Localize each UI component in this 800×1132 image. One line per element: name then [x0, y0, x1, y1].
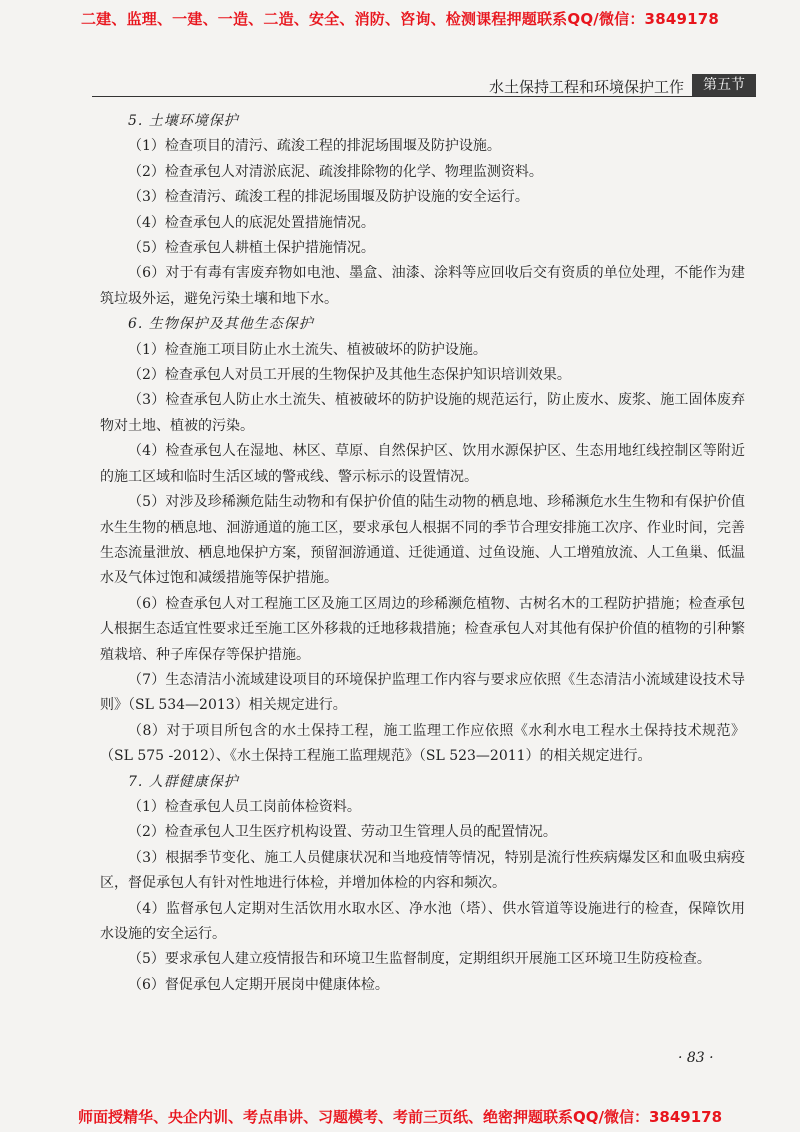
section-heading: 5. 土壤环境保护 — [128, 113, 239, 129]
section-soil — [100, 109, 745, 312]
list-item: （5）对涉及珍稀濒危陆生动物和有保护价值的陆生动物的栖息地、珍稀濒危水生生物和有保护价值水生生物的栖息地、洄游通道的施工区，要求承包人根据不同的季节合理安排施工次序、作业时间，完善生态流量泄放、栖息地保护方案，预留洄游通道、迁徙通道、过鱼设施、人工增殖放流、人工鱼巢、低温水及气体过饱和减缓措施等保护措施。 — [100, 494, 745, 587]
section-biology — [100, 312, 745, 769]
list-item: （3）检查承包人防止水土流失、植被破坏的防护设施的规范运行，防止废水、废浆、施工固体废弃物对土地、植被的污染。 — [100, 392, 745, 434]
list-item: （6）检查承包人对工程施工区及施工区周边的珍稀濒危植物、古树名木的工程防护措施；检查承包人根据生态适宜性要求迁至施工区外移栽的迁地移栽措施；检查承包人对其他有保护价值的植物的引种繁殖栽培、种子库保存等保护措施。 — [100, 595, 745, 663]
list-item: （2）检查承包人对清淤底泥、疏浚排除物的化学、物理监测资料。 — [128, 163, 543, 180]
page-number: · 83 · — [678, 1050, 714, 1066]
list-item: （1）检查承包人员工岗前体检资料。 — [128, 798, 361, 815]
section-tag: 第五节 — [692, 74, 756, 96]
list-item: （3）根据季节变化、施工人员健康状况和当地疫情等情况，特别是流行性疾病爆发区和血吸虫病疫区，督促承包人有针对性地进行体检，并增加体检的内容和频次。 — [100, 849, 745, 892]
running-title: 水土保持工程和环境保护工作 — [488, 78, 684, 96]
promo-banner-bottom: 师面授精华、央企内训、考点串讲、习题模考、考前三页纸、绝密押题联系QQ/微信：3849178 — [77, 1108, 723, 1126]
list-item: （5）检查承包人耕植土保护措施情况。 — [128, 240, 375, 257]
running-header — [92, 74, 756, 97]
list-item: （6）对于有毒有害废弃物如电池、墨盒、油漆、涂料等应回收后交有资质的单位处理，不能作为建筑垃圾外运，避免污染土壤和地下水。 — [100, 265, 745, 307]
list-item: （2）检查承包人卫生医疗机构设置、劳动卫生管理人员的配置情况。 — [128, 824, 557, 841]
list-item: （2）检查承包人对员工开展的生物保护及其他生态保护知识培训效果。 — [128, 367, 571, 384]
list-item: （3）检查清污、疏浚工程的排泥场围堰及防护设施的安全运行。 — [128, 189, 529, 206]
list-item: （4）检查承包人的底泥处置措施情况。 — [128, 214, 375, 231]
list-item: （4）检查承包人在湿地、林区、草原、自然保护区、饮用水源保护区、生态用地红线控制区等附近的施工区域和临时生活区域的警戒线、警示标示的设置情况。 — [100, 443, 745, 485]
list-item: （7）生态清洁小流域建设项目的环境保护监理工作内容与要求应依照《生态清洁小流域建设技术导则》（SL 534—2013）相关规定进行。 — [100, 671, 745, 714]
promo-banner-top: 二建、监理、一建、一造、二造、安全、消防、咨询、检测课程押题联系QQ/微信：3849178 — [80, 10, 720, 28]
section-heading: 6. 生物保护及其他生态保护 — [128, 316, 314, 333]
section-heading: 7. 人群健康保护 — [128, 773, 239, 790]
section-health — [100, 770, 745, 999]
list-item: （6）督促承包人定期开展岗中健康体检。 — [128, 976, 389, 993]
body-text — [100, 109, 745, 998]
list-item: （4）监督承包人定期对生活饮用水取水区、净水池（塔）、供水管道等设施进行的检查，保障饮用水设施的安全运行。 — [100, 900, 745, 942]
list-item: （5）要求承包人建立疫情报告和环境卫生监督制度，定期组织开展施工区环境卫生防疫检查。 — [128, 951, 711, 968]
list-item: （8）对于项目所包含的水土保持工程，施工监理工作应依照《水利水电工程水土保持技术规范》（SL 575 -2012）、《水土保持工程施工监理规范》（SL 523—2011）的相关规定进行。 — [100, 722, 745, 765]
list-item: （1）检查项目的清污、疏浚工程的排泥场围堰及防护设施。 — [128, 138, 501, 155]
list-item: （1）检查施工项目防止水土流失、植被破坏的防护设施。 — [128, 341, 487, 358]
